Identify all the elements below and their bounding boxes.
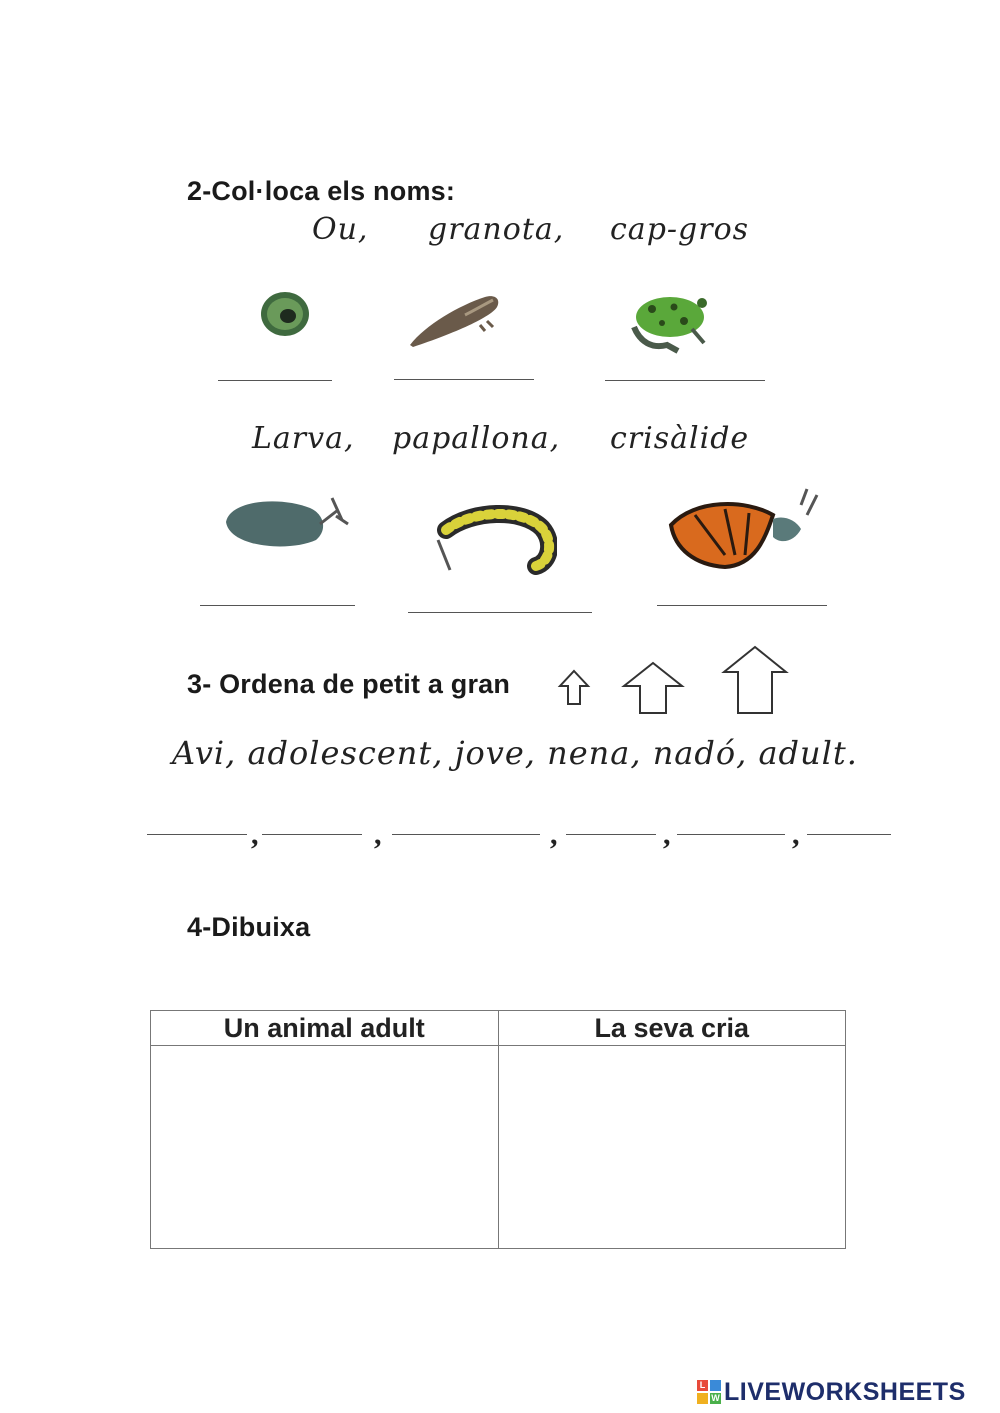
drawing-area-adult[interactable] <box>151 1046 499 1249</box>
word-crisalide: crisàlide <box>610 421 750 456</box>
word-papallona: papallona, <box>392 421 561 456</box>
order-blank-2[interactable] <box>262 834 362 835</box>
order-comma-5: , <box>792 818 800 851</box>
drawing-table <box>150 1010 846 1249</box>
tadpole-image <box>405 285 505 350</box>
section-3-heading: 3- Ordena de petit a gran <box>187 669 511 699</box>
answer-blank-larva[interactable] <box>200 605 355 606</box>
word-cap-gros: cap-gros <box>610 212 750 247</box>
arrow-up-medium-icon <box>620 660 686 716</box>
order-blank-1[interactable] <box>147 834 247 835</box>
word-larva: Larva, <box>252 421 355 456</box>
order-comma-3: , <box>550 818 558 851</box>
order-blank-4[interactable] <box>566 834 656 835</box>
section-4-heading: 4-Dibuixa <box>187 912 311 942</box>
chrysalis-image <box>220 490 355 555</box>
table-header-adult: Un animal adult <box>151 1011 499 1046</box>
arrow-up-small-icon <box>556 668 592 708</box>
butterfly-image <box>665 485 825 575</box>
word-granota: granota, <box>428 212 565 247</box>
word-ou: Ou, <box>312 212 369 247</box>
answer-blank-ou[interactable] <box>218 380 332 381</box>
section-2-heading: 2-Col·loca els noms: <box>187 176 456 206</box>
caterpillar-image <box>432 500 557 575</box>
logo-letter-w: W <box>711 1393 720 1403</box>
answer-blank-cap-gros[interactable] <box>605 380 765 381</box>
answer-blank-papallona[interactable] <box>408 612 592 613</box>
liveworksheets-logo-icon <box>697 1380 721 1404</box>
frog-image <box>622 287 714 355</box>
order-blank-3[interactable] <box>392 834 540 835</box>
logo-square-yellow <box>697 1393 708 1404</box>
order-comma-1: , <box>251 818 259 851</box>
logo-square-blue <box>710 1380 721 1391</box>
answer-blank-granota[interactable] <box>394 379 534 380</box>
liveworksheets-brand: LIVEWORKSHEETS <box>724 1378 966 1406</box>
arrow-up-large-icon <box>720 644 790 716</box>
order-comma-2: , <box>374 818 382 851</box>
egg-image <box>255 290 315 340</box>
order-blank-6[interactable] <box>807 834 891 835</box>
order-comma-4: , <box>663 818 671 851</box>
drawing-area-cria[interactable] <box>498 1046 846 1249</box>
table-header-cria: La seva cria <box>498 1011 846 1046</box>
logo-letter-l: L <box>697 1380 708 1391</box>
answer-blank-crisalide[interactable] <box>657 605 827 606</box>
order-blank-5[interactable] <box>677 834 785 835</box>
ordering-sentence: Avi, adolescent, jove, nena, nadó, adult. <box>172 734 858 772</box>
